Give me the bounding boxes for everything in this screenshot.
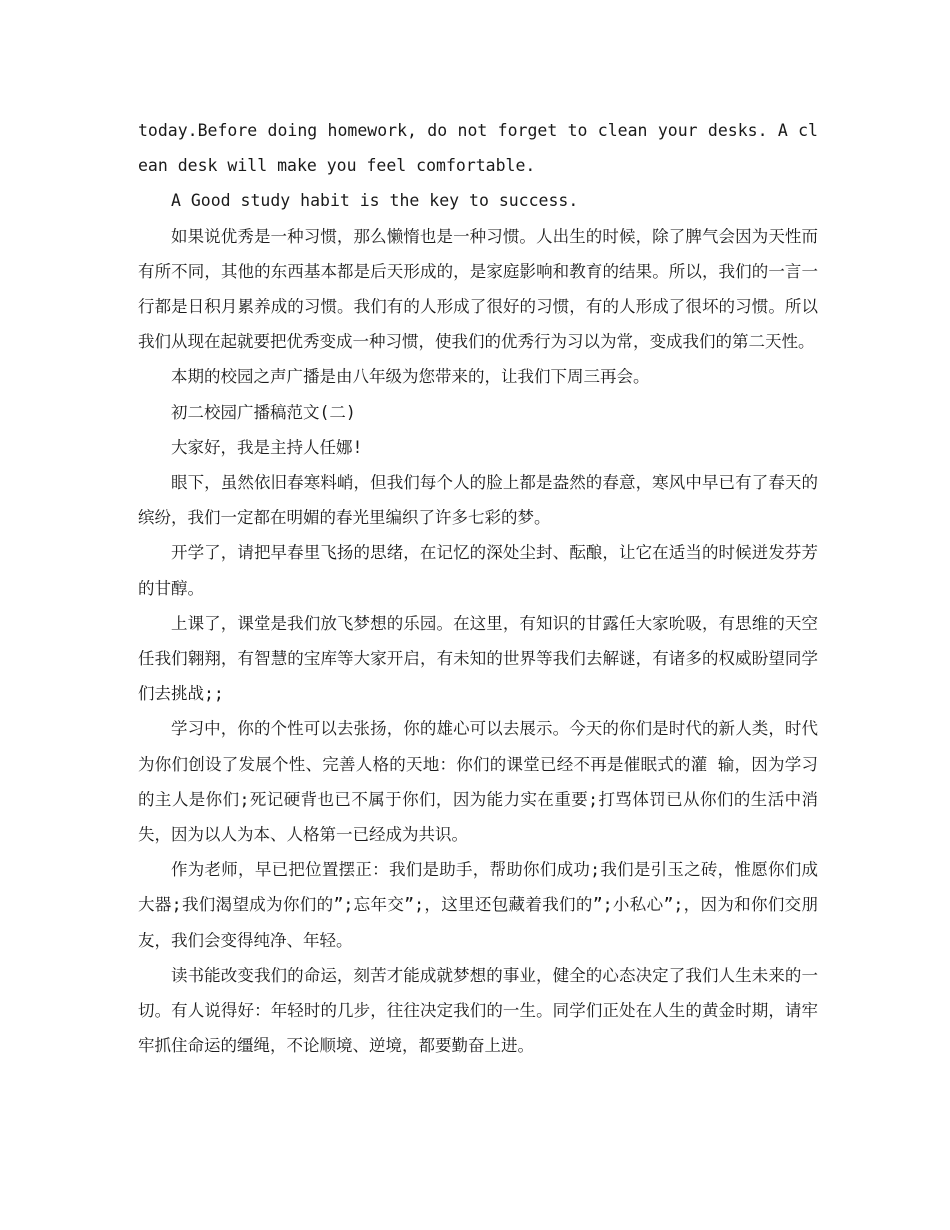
paragraph-11: 作为老师，早已把位置摆正：我们是助手，帮助你们成功;我们是引玉之砖，惟愿你们成大器;我们渴望成为你们的”;忘年交”;，这里还包藏着我们的”;小私心”;，因为和你们交朋友，我们会变得纯净、年轻。 <box>138 860 818 950</box>
paragraph-6: 大家好，我是主持人任娜! <box>171 437 363 457</box>
paragraph-3: 如果说优秀是一种习惯，那么懒惰也是一种习惯。人出生的时候，除了脾气会因为天性而有所不同，其他的东西基本都是后天形成的，是家庭影响和教育的结果。所以，我们的一言一行都是日积月累养成的习惯。我们有的人形成了很好的习惯，有的人形成了很坏的习惯。所以我们从现在起就要把优秀变成一种习惯，使我们的优秀行为习以为常，变成我们的第二天性。 <box>138 226 818 352</box>
paragraph-1: today.Before doing homework, do not forget to clean your desks. A clean desk will make you feel comfortable. <box>138 121 818 176</box>
section-heading: 初二校园广播稿范文(二) <box>171 402 356 422</box>
paragraph-4: 本期的校园之声广播是由八年级为您带来的，让我们下周三再会。 <box>171 367 650 387</box>
paragraph-8: 开学了，请把早春里飞扬的思绪，在记忆的深处尘封、酝酿，让它在适当的时候迸发芬芳的甘醇。 <box>138 543 818 598</box>
paragraph-10: 学习中，你的个性可以去张扬，你的雄心可以去展示。今天的你们是时代的新人类，时代为你们创设了发展个性、完善人格的天地：你们的课堂已经不再是催眠式的灌 输，因为学习的主人是你们;死记硬背也已不属于你们，因为能力实在重要;打骂体罚已从你们的生活中消失，因为以人为本、人格第一已经成为共识。 <box>138 719 818 845</box>
paragraph-2: A Good study habit is the key to success. <box>171 191 579 211</box>
paragraph-12: 读书能改变我们的命运，刻苦才能成就梦想的事业，健全的心态决定了我们人生未来的一切。有人说得好：年轻时的几步，往往决定我们的一生。同学们正处在人生的黄金时期，请牢牢抓住命运的缰绳，不论顺境、逆境，都要勤奋上进。 <box>138 965 818 1056</box>
paragraph-7: 眼下，虽然依旧春寒料峭，但我们每个人的脸上都是盎然的春意，寒风中早已有了春天的缤纷，我们一定都在明媚的春光里编织了许多七彩的梦。 <box>138 473 818 528</box>
document-body <box>138 113 818 1063</box>
paragraph-9: 上课了，课堂是我们放飞梦想的乐园。在这里，有知识的甘露任大家吮吸，有思维的天空任我们翱翔，有智慧的宝库等大家开启，有未知的世界等我们去解谜，有诸多的权威盼望同学们去挑战;; <box>138 613 818 704</box>
